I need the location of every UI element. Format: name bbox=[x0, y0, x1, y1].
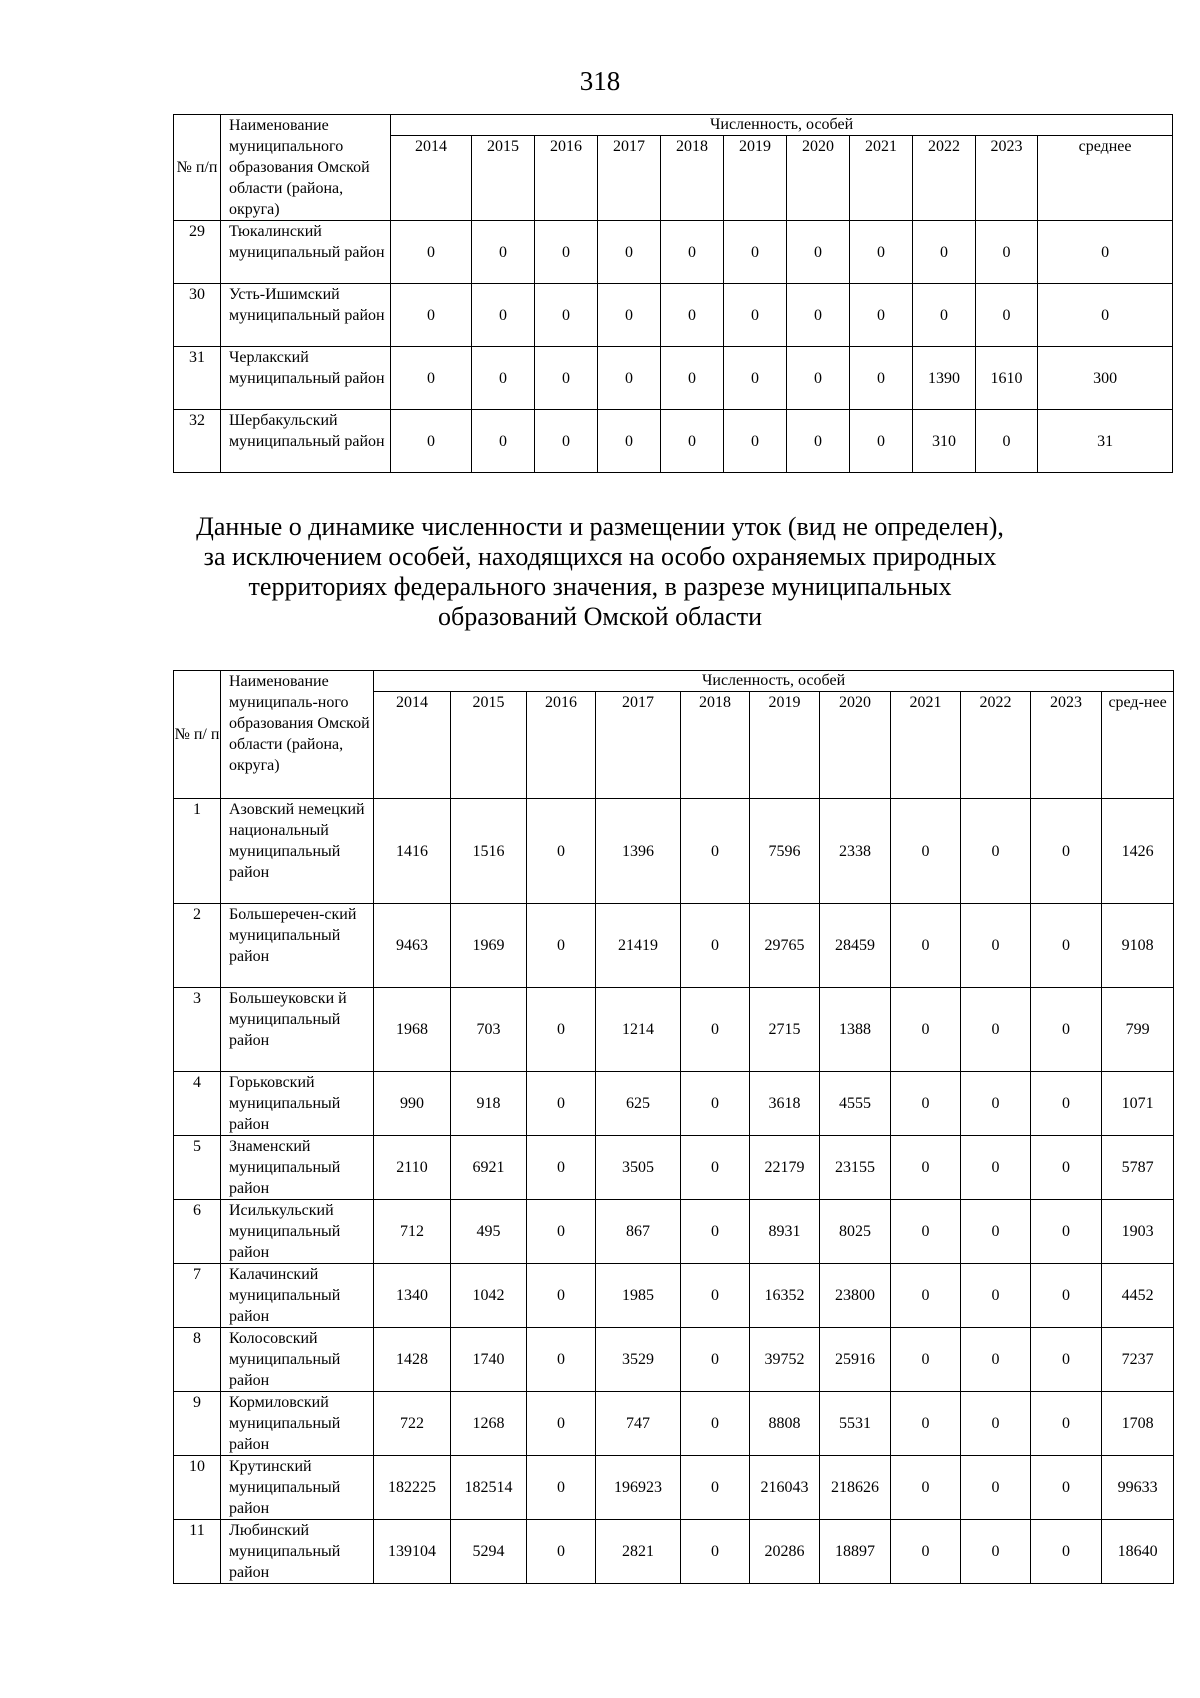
cell-value-2015: 703 bbox=[451, 988, 527, 1072]
row-number: 10 bbox=[174, 1456, 221, 1520]
cell-value-2021: 0 bbox=[891, 799, 961, 904]
section-title-line: Данные о динамике численности и размещении уток (вид не определен), bbox=[196, 512, 1004, 541]
cell-value-2015: 1516 bbox=[451, 799, 527, 904]
header-year: 2017 bbox=[596, 692, 681, 799]
cell-value-2021: 0 bbox=[850, 221, 913, 284]
cell-value-2019: 29765 bbox=[750, 904, 820, 988]
row-number: 30 bbox=[174, 284, 221, 347]
row-municipality-name: Большеуковски й муниципальный район bbox=[221, 988, 374, 1072]
cell-value-2018: 0 bbox=[681, 799, 750, 904]
cell-value-2022: 0 bbox=[961, 988, 1031, 1072]
header-num: № п/п bbox=[174, 115, 221, 221]
cell-value-2023: 0 bbox=[1031, 904, 1102, 988]
cell-value-2019: 7596 bbox=[750, 799, 820, 904]
cell-value-2021: 0 bbox=[850, 347, 913, 410]
cell-value-2018: 0 bbox=[681, 1328, 750, 1392]
cell-value-2023: 0 bbox=[1031, 1072, 1102, 1136]
table-row bbox=[174, 1328, 1174, 1392]
cell-value-2016: 0 bbox=[527, 1520, 596, 1584]
row-municipality-name: Любинский муниципальный район bbox=[221, 1520, 374, 1584]
cell-value-2014: 1416 bbox=[374, 799, 451, 904]
cell-value-2015: 1969 bbox=[451, 904, 527, 988]
header-year: 2015 bbox=[451, 692, 527, 799]
table-population-continued bbox=[173, 114, 1173, 473]
cell-value-2018: 0 bbox=[681, 1264, 750, 1328]
cell-value-2019: 20286 bbox=[750, 1520, 820, 1584]
header-num: № п/ п bbox=[174, 671, 221, 799]
cell-value-2015: 0 bbox=[472, 410, 535, 473]
cell-value-2018: 0 bbox=[661, 221, 724, 284]
cell-value-2021: 0 bbox=[891, 1520, 961, 1584]
cell-value-2019: 0 bbox=[724, 347, 787, 410]
cell-value-2018: 0 bbox=[681, 1520, 750, 1584]
cell-value-2021: 0 bbox=[891, 1072, 961, 1136]
header-year: 2019 bbox=[750, 692, 820, 799]
row-municipality-name: Калачинский муниципальный район bbox=[221, 1264, 374, 1328]
cell-value-2016: 0 bbox=[535, 221, 598, 284]
cell-value-2016: 0 bbox=[527, 1200, 596, 1264]
row-number: 6 bbox=[174, 1200, 221, 1264]
row-municipality-name: Колосовский муниципальный район bbox=[221, 1328, 374, 1392]
cell-value-2021: 0 bbox=[891, 1200, 961, 1264]
cell-value-2022: 0 bbox=[961, 1264, 1031, 1328]
row-municipality-name: Большеречен-ский муниципальный район bbox=[221, 904, 374, 988]
cell-value-2014: 1428 bbox=[374, 1328, 451, 1392]
cell-value-2017: 0 bbox=[598, 284, 661, 347]
cell-value-average: 0 bbox=[1038, 221, 1173, 284]
cell-value-2020: 18897 bbox=[820, 1520, 891, 1584]
row-number: 32 bbox=[174, 410, 221, 473]
cell-value-average: 99633 bbox=[1102, 1456, 1174, 1520]
header-year: 2019 bbox=[724, 136, 787, 221]
cell-value-2014: 182225 bbox=[374, 1456, 451, 1520]
cell-value-2023: 0 bbox=[1031, 1392, 1102, 1456]
cell-value-2022: 0 bbox=[961, 1520, 1031, 1584]
cell-value-2016: 0 bbox=[527, 1328, 596, 1392]
cell-value-2017: 3505 bbox=[596, 1136, 681, 1200]
cell-value-2023: 0 bbox=[1031, 1456, 1102, 1520]
header-year: 2020 bbox=[820, 692, 891, 799]
cell-value-2016: 0 bbox=[527, 988, 596, 1072]
row-municipality-name: Шербакульский муниципальный район bbox=[221, 410, 391, 473]
header-year: 2018 bbox=[661, 136, 724, 221]
cell-value-average: 31 bbox=[1038, 410, 1173, 473]
header-year: 2021 bbox=[891, 692, 961, 799]
cell-value-average: 1426 bbox=[1102, 799, 1174, 904]
cell-value-2014: 0 bbox=[391, 284, 472, 347]
section-title-line: за исключением особей, находящихся на особо охраняемых природных bbox=[203, 542, 997, 571]
table-row bbox=[174, 1200, 1174, 1264]
row-municipality-name: Черлакский муниципальный район bbox=[221, 347, 391, 410]
cell-value-2022: 0 bbox=[961, 799, 1031, 904]
header-group: Численность, особей bbox=[391, 115, 1173, 136]
cell-value-2021: 0 bbox=[891, 1456, 961, 1520]
cell-value-2020: 1388 bbox=[820, 988, 891, 1072]
cell-value-2018: 0 bbox=[681, 904, 750, 988]
cell-value-2020: 25916 bbox=[820, 1328, 891, 1392]
cell-value-2015: 1740 bbox=[451, 1328, 527, 1392]
header-average: среднее bbox=[1038, 136, 1173, 221]
header-year: 2014 bbox=[374, 692, 451, 799]
cell-value-average: 300 bbox=[1038, 347, 1173, 410]
cell-value-2020: 23155 bbox=[820, 1136, 891, 1200]
cell-value-2020: 23800 bbox=[820, 1264, 891, 1328]
header-name: Наименование муниципаль-ного образования Омской области (района, округа) bbox=[221, 671, 374, 799]
section-title bbox=[80, 512, 1120, 632]
cell-value-2021: 0 bbox=[891, 1264, 961, 1328]
cell-value-2015: 182514 bbox=[451, 1456, 527, 1520]
cell-value-2015: 6921 bbox=[451, 1136, 527, 1200]
cell-value-2021: 0 bbox=[891, 1136, 961, 1200]
cell-value-average: 9108 bbox=[1102, 904, 1174, 988]
cell-value-2021: 0 bbox=[891, 1328, 961, 1392]
row-number: 5 bbox=[174, 1136, 221, 1200]
cell-value-2023: 0 bbox=[1031, 1328, 1102, 1392]
cell-value-2016: 0 bbox=[535, 284, 598, 347]
cell-value-2019: 8931 bbox=[750, 1200, 820, 1264]
cell-value-2015: 1042 bbox=[451, 1264, 527, 1328]
cell-value-2019: 216043 bbox=[750, 1456, 820, 1520]
cell-value-average: 1708 bbox=[1102, 1392, 1174, 1456]
cell-value-2017: 867 bbox=[596, 1200, 681, 1264]
cell-value-2020: 0 bbox=[787, 347, 850, 410]
cell-value-2016: 0 bbox=[535, 410, 598, 473]
cell-value-average: 5787 bbox=[1102, 1136, 1174, 1200]
cell-value-2014: 1340 bbox=[374, 1264, 451, 1328]
cell-value-2023: 0 bbox=[1031, 1136, 1102, 1200]
cell-value-average: 1071 bbox=[1102, 1072, 1174, 1136]
header-average: сред-нее bbox=[1102, 692, 1174, 799]
cell-value-2018: 0 bbox=[661, 410, 724, 473]
cell-value-2017: 2821 bbox=[596, 1520, 681, 1584]
cell-value-2023: 0 bbox=[1031, 799, 1102, 904]
cell-value-2015: 0 bbox=[472, 221, 535, 284]
cell-value-2022: 0 bbox=[961, 1456, 1031, 1520]
cell-value-2014: 1968 bbox=[374, 988, 451, 1072]
cell-value-2023: 0 bbox=[1031, 1200, 1102, 1264]
row-number: 3 bbox=[174, 988, 221, 1072]
header-year: 2014 bbox=[391, 136, 472, 221]
section-title-line: территориях федерального значения, в разрезе муниципальных bbox=[248, 572, 952, 601]
header-year: 2016 bbox=[535, 136, 598, 221]
cell-value-2016: 0 bbox=[527, 1072, 596, 1136]
row-number: 2 bbox=[174, 904, 221, 988]
cell-value-2015: 1268 bbox=[451, 1392, 527, 1456]
cell-value-2017: 1214 bbox=[596, 988, 681, 1072]
cell-value-2017: 0 bbox=[598, 410, 661, 473]
table-row bbox=[174, 904, 1174, 988]
cell-value-2014: 990 bbox=[374, 1072, 451, 1136]
row-number: 4 bbox=[174, 1072, 221, 1136]
cell-value-average: 799 bbox=[1102, 988, 1174, 1072]
cell-value-2019: 39752 bbox=[750, 1328, 820, 1392]
header-year: 2023 bbox=[976, 136, 1038, 221]
row-number: 9 bbox=[174, 1392, 221, 1456]
cell-value-2014: 712 bbox=[374, 1200, 451, 1264]
cell-value-2019: 22179 bbox=[750, 1136, 820, 1200]
cell-value-2022: 1390 bbox=[913, 347, 976, 410]
cell-value-2018: 0 bbox=[681, 1136, 750, 1200]
cell-value-2018: 0 bbox=[681, 1456, 750, 1520]
table-body bbox=[174, 799, 1174, 1584]
cell-value-2017: 196923 bbox=[596, 1456, 681, 1520]
row-municipality-name: Крутинский муниципальный район bbox=[221, 1456, 374, 1520]
cell-value-2014: 0 bbox=[391, 347, 472, 410]
cell-value-2021: 0 bbox=[850, 284, 913, 347]
cell-value-average: 4452 bbox=[1102, 1264, 1174, 1328]
row-number: 11 bbox=[174, 1520, 221, 1584]
cell-value-2022: 0 bbox=[961, 904, 1031, 988]
cell-value-2017: 1396 bbox=[596, 799, 681, 904]
cell-value-2017: 625 bbox=[596, 1072, 681, 1136]
table-row bbox=[174, 799, 1174, 904]
table-row bbox=[174, 1264, 1174, 1328]
cell-value-2014: 722 bbox=[374, 1392, 451, 1456]
cell-value-2023: 0 bbox=[976, 410, 1038, 473]
cell-value-2019: 3618 bbox=[750, 1072, 820, 1136]
row-number: 1 bbox=[174, 799, 221, 904]
row-number: 8 bbox=[174, 1328, 221, 1392]
cell-value-2015: 5294 bbox=[451, 1520, 527, 1584]
table-row bbox=[174, 1392, 1174, 1456]
cell-value-2022: 0 bbox=[961, 1072, 1031, 1136]
row-municipality-name: Знаменский муниципальный район bbox=[221, 1136, 374, 1200]
cell-value-2014: 9463 bbox=[374, 904, 451, 988]
cell-value-2022: 0 bbox=[961, 1328, 1031, 1392]
cell-value-2020: 2338 bbox=[820, 799, 891, 904]
cell-value-2023: 1610 bbox=[976, 347, 1038, 410]
cell-value-2016: 0 bbox=[535, 347, 598, 410]
row-municipality-name: Усть-Ишимский муниципальный район bbox=[221, 284, 391, 347]
cell-value-2017: 1985 bbox=[596, 1264, 681, 1328]
cell-value-2022: 0 bbox=[961, 1136, 1031, 1200]
row-municipality-name: Кормиловский муниципальный район bbox=[221, 1392, 374, 1456]
row-municipality-name: Горьковский муниципальный район bbox=[221, 1072, 374, 1136]
cell-value-2015: 918 bbox=[451, 1072, 527, 1136]
cell-value-2018: 0 bbox=[681, 1072, 750, 1136]
header-group: Численность, особей bbox=[374, 671, 1174, 692]
header-year: 2023 bbox=[1031, 692, 1102, 799]
cell-value-2016: 0 bbox=[527, 1136, 596, 1200]
cell-value-2021: 0 bbox=[891, 988, 961, 1072]
table-header-row bbox=[174, 115, 1173, 136]
cell-value-2020: 0 bbox=[787, 284, 850, 347]
header-year: 2018 bbox=[681, 692, 750, 799]
row-municipality-name: Исилькульский муниципальный район bbox=[221, 1200, 374, 1264]
cell-value-2017: 21419 bbox=[596, 904, 681, 988]
cell-value-2020: 4555 bbox=[820, 1072, 891, 1136]
section-title-line: образований Омской области bbox=[437, 602, 762, 631]
cell-value-2019: 16352 bbox=[750, 1264, 820, 1328]
header-year: 2022 bbox=[961, 692, 1031, 799]
cell-value-2016: 0 bbox=[527, 1456, 596, 1520]
table-row bbox=[174, 410, 1173, 473]
table-row bbox=[174, 988, 1174, 1072]
header-year: 2021 bbox=[850, 136, 913, 221]
cell-value-2019: 0 bbox=[724, 284, 787, 347]
header-year: 2016 bbox=[527, 692, 596, 799]
cell-value-2019: 0 bbox=[724, 410, 787, 473]
table-header-row bbox=[174, 671, 1174, 692]
cell-value-2022: 0 bbox=[961, 1392, 1031, 1456]
header-name: Наименование муниципального образования Омской области (района, округа) bbox=[221, 115, 391, 221]
cell-value-2017: 0 bbox=[598, 221, 661, 284]
cell-value-2018: 0 bbox=[681, 988, 750, 1072]
cell-value-2022: 0 bbox=[913, 221, 976, 284]
cell-value-2019: 0 bbox=[724, 221, 787, 284]
cell-value-average: 7237 bbox=[1102, 1328, 1174, 1392]
cell-value-2023: 0 bbox=[976, 221, 1038, 284]
cell-value-2021: 0 bbox=[891, 1392, 961, 1456]
cell-value-2014: 2110 bbox=[374, 1136, 451, 1200]
cell-value-2014: 0 bbox=[391, 410, 472, 473]
cell-value-2016: 0 bbox=[527, 799, 596, 904]
table-row bbox=[174, 347, 1173, 410]
table-row bbox=[174, 221, 1173, 284]
cell-value-2020: 8025 bbox=[820, 1200, 891, 1264]
cell-value-2023: 0 bbox=[1031, 1264, 1102, 1328]
row-municipality-name: Тюкалинский муниципальный район bbox=[221, 221, 391, 284]
cell-value-2020: 218626 bbox=[820, 1456, 891, 1520]
row-number: 31 bbox=[174, 347, 221, 410]
table-row bbox=[174, 1136, 1174, 1200]
row-municipality-name: Азовский немецкий национальный муниципальный район bbox=[221, 799, 374, 904]
cell-value-2020: 0 bbox=[787, 221, 850, 284]
cell-value-2023: 0 bbox=[1031, 988, 1102, 1072]
row-number: 7 bbox=[174, 1264, 221, 1328]
header-year: 2017 bbox=[598, 136, 661, 221]
cell-value-2017: 747 bbox=[596, 1392, 681, 1456]
table-row bbox=[174, 1520, 1174, 1584]
row-number: 29 bbox=[174, 221, 221, 284]
table-row bbox=[174, 1072, 1174, 1136]
cell-value-2020: 5531 bbox=[820, 1392, 891, 1456]
cell-value-2015: 495 bbox=[451, 1200, 527, 1264]
cell-value-2016: 0 bbox=[527, 904, 596, 988]
cell-value-2020: 28459 bbox=[820, 904, 891, 988]
cell-value-2017: 0 bbox=[598, 347, 661, 410]
cell-value-2022: 310 bbox=[913, 410, 976, 473]
cell-value-average: 18640 bbox=[1102, 1520, 1174, 1584]
cell-value-2015: 0 bbox=[472, 347, 535, 410]
cell-value-2015: 0 bbox=[472, 284, 535, 347]
cell-value-average: 0 bbox=[1038, 284, 1173, 347]
cell-value-2018: 0 bbox=[661, 284, 724, 347]
cell-value-2020: 0 bbox=[787, 410, 850, 473]
table-ducks-population bbox=[173, 670, 1174, 1584]
cell-value-2017: 3529 bbox=[596, 1328, 681, 1392]
cell-value-2014: 139104 bbox=[374, 1520, 451, 1584]
cell-value-2014: 0 bbox=[391, 221, 472, 284]
table-row bbox=[174, 1456, 1174, 1520]
cell-value-2016: 0 bbox=[527, 1392, 596, 1456]
cell-value-2023: 0 bbox=[976, 284, 1038, 347]
cell-value-2019: 2715 bbox=[750, 988, 820, 1072]
cell-value-2018: 0 bbox=[681, 1392, 750, 1456]
header-year: 2015 bbox=[472, 136, 535, 221]
cell-value-2022: 0 bbox=[913, 284, 976, 347]
table-body bbox=[174, 221, 1173, 473]
cell-value-2019: 8808 bbox=[750, 1392, 820, 1456]
cell-value-2021: 0 bbox=[891, 904, 961, 988]
cell-value-average: 1903 bbox=[1102, 1200, 1174, 1264]
header-year: 2022 bbox=[913, 136, 976, 221]
table-row bbox=[174, 284, 1173, 347]
header-year: 2020 bbox=[787, 136, 850, 221]
page-number: 318 bbox=[579, 66, 621, 96]
cell-value-2021: 0 bbox=[850, 410, 913, 473]
cell-value-2018: 0 bbox=[661, 347, 724, 410]
cell-value-2016: 0 bbox=[527, 1264, 596, 1328]
cell-value-2018: 0 bbox=[681, 1200, 750, 1264]
cell-value-2023: 0 bbox=[1031, 1520, 1102, 1584]
cell-value-2022: 0 bbox=[961, 1200, 1031, 1264]
